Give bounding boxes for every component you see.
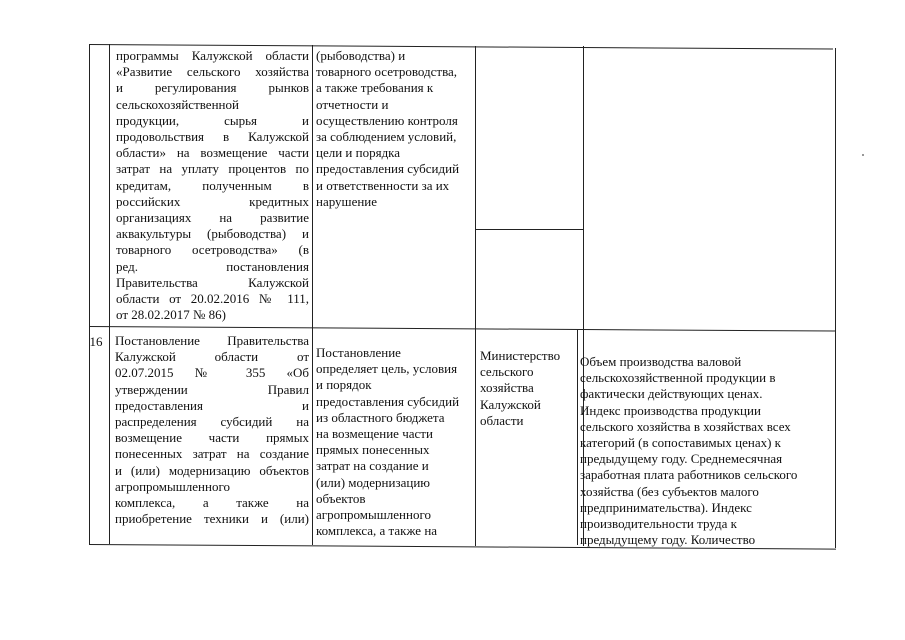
text-line: отчетности и xyxy=(316,96,389,112)
text-line: и (или) модернизацию объектов xyxy=(115,462,309,478)
text-line: 02.07.2015 № 355 «Об xyxy=(115,365,309,381)
text-line: и регулирования рынков xyxy=(116,80,309,96)
text-line: организациях на развитие xyxy=(116,210,309,226)
text-line: хозяйства xyxy=(480,380,534,396)
text-line: комплекса, а также на xyxy=(115,495,309,511)
text-line: ред. постановления xyxy=(116,258,309,274)
row16-description-cell xyxy=(316,345,472,539)
text-line: предпринимательства). Индекс xyxy=(580,499,752,515)
text-line: Калужской xyxy=(480,396,541,412)
text-line: сельскохозяйственной продукции в xyxy=(580,370,776,386)
text-line: продукции, сырья и xyxy=(116,112,309,128)
text-line: предыдущему году. Количество xyxy=(580,532,756,548)
text-line: сельского хозяйства в хозяйствах всех xyxy=(580,418,791,434)
text-line: области xyxy=(480,412,524,428)
row-number: 16 xyxy=(89,334,103,349)
text-line: из областного бюджета xyxy=(316,409,445,425)
text-line: Постановление Правительства xyxy=(115,333,309,348)
text-line: объектов xyxy=(316,490,366,506)
text-line: определяет цель, условия xyxy=(316,361,458,377)
text-line: цели и порядка xyxy=(316,145,401,161)
text-line: (рыбоводства) и xyxy=(316,48,406,63)
table-col-divider-1 xyxy=(109,44,110,544)
text-line: продовольствия в Калужской xyxy=(116,129,309,145)
text-line: затрат на создание и xyxy=(316,458,429,474)
table-row-divider-small xyxy=(475,229,583,230)
text-line: понесенных затрат на создание xyxy=(115,446,309,462)
row16-indicators-cell xyxy=(580,354,832,548)
text-line: товарного осетроводства» (в xyxy=(116,242,309,258)
table-col-divider-3 xyxy=(475,46,476,546)
text-line: Правительства Калужской xyxy=(116,274,309,290)
text-line: нарушение xyxy=(316,193,378,209)
text-line: предоставления и xyxy=(115,397,309,413)
text-line: «Развитие сельского хозяйства xyxy=(116,64,309,80)
text-line: возмещение части прямых xyxy=(115,430,309,446)
table-right-border xyxy=(835,48,836,548)
text-line: области от 20.02.2016 № 111, xyxy=(116,291,309,307)
row16-responsible-cell xyxy=(480,348,575,429)
text-line: утверждении Правил xyxy=(115,381,309,397)
text-line: за соблюдением условий, xyxy=(316,129,457,145)
table-left-border xyxy=(89,44,90,544)
text-line: Постановление xyxy=(316,345,401,360)
text-line: хозяйства (без субъектов малого xyxy=(580,483,759,499)
text-line: сельскохозяйственной xyxy=(116,96,239,112)
text-line: аквакультуры (рыбоводства) и xyxy=(116,226,309,242)
text-line: агропромышленного xyxy=(316,507,431,523)
text-line: на возмещение части xyxy=(316,426,433,442)
top-row-document-name-cell xyxy=(116,48,309,323)
text-line: от 28.02.2017 № 86) xyxy=(116,307,226,323)
text-line: предоставления субсидий xyxy=(316,393,460,409)
text-line: Объем производства валовой xyxy=(580,354,742,369)
text-line: производительности труда к xyxy=(580,516,737,532)
text-line: предоставления субсидий xyxy=(316,161,460,177)
top-row-description-cell xyxy=(316,48,472,210)
text-line: фактически действующих ценах. xyxy=(580,386,763,402)
text-line: а также требования к xyxy=(316,80,434,96)
text-line: агропромышленного xyxy=(115,478,230,494)
text-line: прямых понесенных xyxy=(316,442,430,458)
text-line: распределения субсидий на xyxy=(115,414,309,430)
text-line: (или) модернизацию xyxy=(316,474,430,490)
table-row-divider xyxy=(89,326,835,332)
text-line: Министерство xyxy=(480,348,561,363)
text-line: и ответственности за их xyxy=(316,177,450,193)
text-line: сельского xyxy=(480,364,534,380)
text-line: приобретение техники и (или) xyxy=(115,511,309,527)
text-line: осуществлению контроля xyxy=(316,112,458,128)
text-line: комплекса, а также на xyxy=(316,523,438,539)
text-line: товарного осетроводства, xyxy=(316,64,458,80)
scan-speck xyxy=(862,154,864,156)
text-line: предыдущему году. Среднемесячная xyxy=(580,451,783,467)
row16-document-name-cell xyxy=(115,333,309,527)
table-col-divider-4b xyxy=(577,330,578,545)
text-line: Индекс производства продукции xyxy=(580,402,761,418)
text-line: программы Калужской области xyxy=(116,48,309,63)
text-line: российских кредитных xyxy=(116,193,309,209)
text-line: кредитам, полученным в xyxy=(116,177,309,193)
text-line: категорий (в сопоставимых ценах) к xyxy=(580,435,781,451)
text-line: затрат на уплату процентов по xyxy=(116,161,309,177)
text-line: заработная плата работников сельского xyxy=(580,467,798,483)
text-line: Калужской области от xyxy=(115,349,309,365)
text-line: области» на возмещение части xyxy=(116,145,309,161)
table-col-divider-2 xyxy=(312,45,313,545)
text-line: и порядок xyxy=(316,377,372,393)
